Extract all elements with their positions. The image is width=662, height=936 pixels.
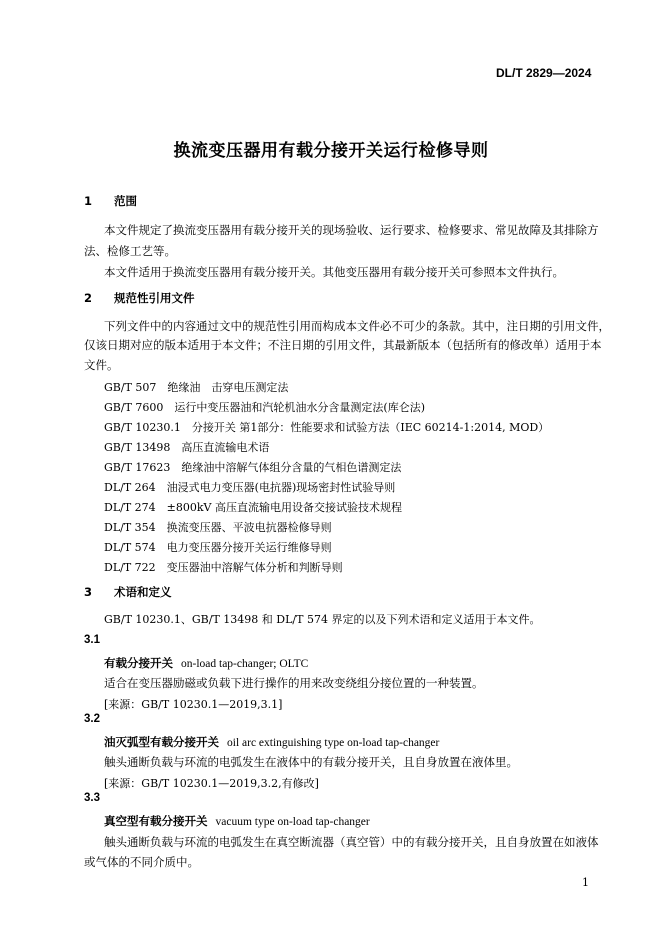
term-definition: 适合在变压器励磁或负载下进行操作的用来改变绕组分接位置的一种装置。 bbox=[104, 676, 484, 690]
reference-item: DL/T 274 ±800kV 高压直流输电用设备交接试验技术规程 bbox=[104, 501, 402, 514]
term-english: vacuum type on-load tap-changer bbox=[215, 816, 370, 828]
reference-item: DL/T 354 换流变压器、平波电抗器检修导则 bbox=[104, 521, 332, 534]
term-heading bbox=[104, 734, 439, 750]
section-title: 范围 bbox=[114, 194, 137, 208]
reference-item: GB/T 507 绝缘油 击穿电压测定法 bbox=[104, 381, 289, 394]
term-number: 3.2 bbox=[84, 713, 100, 725]
paragraph-line: 文件。 bbox=[84, 358, 119, 372]
term-english: oil arc extinguishing type on-load tap-changer bbox=[227, 737, 440, 749]
reference-item: DL/T 574 电力变压器分接开关运行维修导则 bbox=[104, 541, 332, 554]
reference-item: DL/T 722 变压器油中溶解气体分析和判断导则 bbox=[104, 561, 343, 574]
term-chinese: 真空型有载分接开关 bbox=[104, 814, 208, 828]
term-definition: 或气体的不同介质中。 bbox=[84, 855, 199, 869]
section-heading-3 bbox=[84, 584, 172, 600]
reference-item: GB/T 7600 运行中变压器油和汽轮机油水分含量测定法(库仑法) bbox=[104, 401, 425, 414]
term-heading bbox=[104, 813, 370, 829]
standard-number: DL/T 2829—2024 bbox=[496, 66, 592, 80]
paragraph-line: 法、检修工艺等。 bbox=[84, 244, 176, 258]
page-number: 1 bbox=[582, 876, 589, 889]
reference-item: GB/T 13498 高压直流输电术语 bbox=[104, 441, 270, 454]
paragraph-line: 本文件规定了换流变压器用有载分接开关的现场验收、运行要求、检修要求、常见故障及其排除方 bbox=[104, 223, 599, 237]
document-title: 换流变压器用有载分接开关运行检修导则 bbox=[173, 141, 489, 161]
section-number: 2 bbox=[84, 291, 93, 305]
term-number: 3.1 bbox=[84, 634, 100, 646]
term-definition: 触头通断负载与环流的电弧发生在真空断流器（真空管）中的有载分接开关，且自身放置在如液体 bbox=[104, 835, 599, 849]
term-definition: 触头通断负载与环流的电弧发生在液体中的有载分接开关，且自身放置在液体里。 bbox=[104, 755, 518, 769]
section-heading-1 bbox=[84, 193, 137, 209]
reference-item: GB/T 17623 绝缘油中溶解气体组分含量的气相色谱测定法 bbox=[104, 461, 402, 474]
term-source: [来源：GB/T 10230.1—2019,3.2,有修改] bbox=[104, 777, 319, 790]
term-chinese: 有载分接开关 bbox=[104, 656, 173, 670]
section-number: 1 bbox=[84, 194, 93, 208]
reference-item: GB/T 10230.1 分接开关 第1部分：性能要求和试验方法（IEC 60214-1:2014, MOD） bbox=[104, 421, 550, 434]
paragraph-line: 仅该日期对应的版本适用于本文件；不注日期的引用文件，其最新版本（包括所有的修改单）适用于本 bbox=[84, 338, 602, 352]
term-number: 3.3 bbox=[84, 792, 100, 804]
section-title: 术语和定义 bbox=[114, 585, 172, 599]
term-source: [来源：GB/T 10230.1—2019,3.1] bbox=[104, 698, 283, 711]
section-number: 3 bbox=[84, 585, 93, 599]
term-chinese: 油灭弧型有载分接开关 bbox=[104, 735, 219, 749]
term-english: on-load tap-changer; OLTC bbox=[181, 658, 309, 670]
section-heading-2 bbox=[84, 290, 195, 306]
paragraph-line: GB/T 10230.1、GB/T 13498 和 DL/T 574 界定的以及下列术语和定义适用于本文件。 bbox=[104, 613, 541, 626]
section-title: 规范性引用文件 bbox=[114, 291, 195, 305]
paragraph-line: 本文件适用于换流变压器用有载分接开关。其他变压器用有载分接开关可参照本文件执行。 bbox=[104, 265, 564, 279]
reference-item: DL/T 264 油浸式电力变压器(电抗器)现场密封性试验导则 bbox=[104, 481, 396, 494]
term-heading bbox=[104, 655, 308, 671]
paragraph-line: 下列文件中的内容通过文中的规范性引用而构成本文件必不可少的条款。其中，注日期的引用文件， bbox=[104, 319, 610, 333]
